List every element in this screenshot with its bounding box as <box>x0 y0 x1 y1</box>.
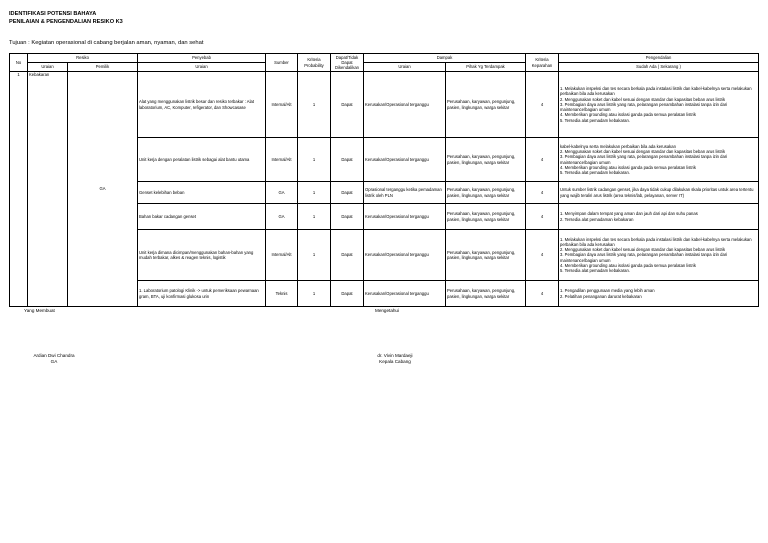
header-kriteria-probability: Kriteria Probability <box>298 54 331 72</box>
cell-dampak: Kerusakan/Operasional terganggu <box>364 281 446 307</box>
header-penyebab: Penyebab <box>138 54 266 63</box>
header-dapat-tidak: Dapat/Tidak Dapat Dikendalikan <box>331 54 364 72</box>
signature-left-name: Ardian Dwi Chandra <box>33 353 75 358</box>
cell-pengendalian: 1. Melakukan inspeksi dan tes secara berkala pada instalasi listrik dan kabel-kabelnya serta melakukan perbaikan bila ada kerusakan 2. Menggunakan soket dan kabel sesuai dengan standar dan kapasitas beban arus listrik 3. Pembagian daya arus listrik yang rata, pelarangan penambahan instalasi tanpa izin dari maintenance/bagian umum 4. Memberikan grounding atau isolasi ganda pada semua peralatan listrik 5. Tersedia alat pemadam kebakaran. <box>559 72 759 138</box>
cell-dampak: Kerusakan/Operasional terganggu <box>364 230 446 281</box>
cell-probability: 1 <box>298 204 331 230</box>
cell-keparahan: 4 <box>526 72 559 138</box>
title-line-1: IDENTIFIKASI POTENSI BAHAYA <box>9 11 97 17</box>
cell-pihak: Perusahaan, karyawan, pengunjung, pasien, lingkungan, warga sekitar <box>446 182 526 204</box>
cell-dampak: Oprasional terganggu ketika pemadaman listrik oleh PLN <box>364 182 446 204</box>
signature-right-name-block <box>365 353 425 365</box>
header-dampak-uraian: Uraian <box>364 63 446 72</box>
cell-dampak: Kerusakan/Operasional terganggu <box>364 204 446 230</box>
signature-left <box>24 308 84 314</box>
cell-pengendalian: 1. Melakukan inspeksi dan tes secara berkala pada instalasi listrik dan kabel-kabelnya serta melakukan perbaikan bila ada kerusakan 2. Menggunakan soket dan kabel sesuai dengan standar dan kapasitas beban arus listrik 3. Pembagian daya arus listrik yang rata, pelarangan penambahan instalasi tanpa izin dari maintenance/bagian umum 4. Memberikan grounding atau isolasi ganda pada semua peralatan listrik 5. Tersedia alat pemadam kebakaran. <box>559 230 759 281</box>
cell-pengendalian: 1. Menyimpan dalam tempat yang aman dan jauh dari api dan suhu panas 2. Tersedia alat pemadaman kebakaran <box>559 204 759 230</box>
signature-left-label: Yang Membuat <box>24 308 55 313</box>
cell-kendali: Dapat <box>331 204 364 230</box>
cell-kendali: Dapat <box>331 138 364 182</box>
cell-penyebab: Genset kelebihan beban <box>138 182 266 204</box>
cell-probability: 1 <box>298 138 331 182</box>
cell-sumber: Internal/Alt <box>266 138 298 182</box>
header-sumber: Sumber <box>266 54 298 72</box>
cell-probability: 1 <box>298 182 331 204</box>
signature-right-name: dr. Vivin Mardaeji <box>377 353 413 358</box>
signature-right-label: Mengetahui <box>375 308 400 313</box>
cell-no: 1 <box>10 72 28 307</box>
cell-pihak: Perusahaan, karyawan, pengunjung, pasien, lingkungan, warga sekitar <box>446 281 526 307</box>
cell-resiko: Kebakaran <box>28 72 68 307</box>
cell-sumber: Internal/Alt <box>266 72 298 138</box>
cell-pihak: Perusahaan, karyawan, pengunjung, pasien, lingkungan, warga sekitar <box>446 230 526 281</box>
cell-keparahan: 4 <box>526 230 559 281</box>
header-kriteria-keparahan: Kriteria Keparahan <box>526 54 559 72</box>
header-resiko: Resiko <box>28 54 138 63</box>
cell-dampak: Kerusakan/Operasional terganggu <box>364 72 446 138</box>
cell-kendali: Dapat <box>331 72 364 138</box>
cell-probability: 1 <box>298 72 331 138</box>
cell-pengendalian: 1. Pengadilan penggunaan media yang lebih aman 2. Pelatihan penanganan darurat kebakaran <box>559 281 759 307</box>
cell-pihak: Perusahaan, karyawan, pengunjung, pasien, lingkungan, warga sekitar <box>446 72 526 138</box>
cell-penyebab: Bahan bakar cadangan genset <box>138 204 266 230</box>
cell-probability: 1 <box>298 281 331 307</box>
header-pengendalian: Pengendalian <box>559 54 759 63</box>
cell-keparahan: 4 <box>526 204 559 230</box>
header-pihak: Pihak Yg Terdampak <box>446 63 526 72</box>
cell-kendali: Dapat <box>331 230 364 281</box>
cell-keparahan: 4 <box>526 281 559 307</box>
cell-kendali: Dapat <box>331 182 364 204</box>
table-row <box>10 72 759 138</box>
signature-right <box>375 308 435 314</box>
purpose-text: Tujuan : Kegiatan operasional di cabang berjalan aman, nyaman, dan sehat <box>9 40 204 46</box>
signature-left-role: GA <box>50 359 58 364</box>
header-sudah-ada: Sudah Ada ( Sekarang ) <box>559 63 759 72</box>
cell-penyebab: 1. Laboratorium patologi Klinik -> untuk pemeriksaan pewarnaan gram, BTA, uji konfirmasi glukosa urin <box>138 281 266 307</box>
cell-penyebab: Alat yang menggunakan listrik besar dan resiko terbakar : Alat laboratorium, AC, Komputer, refigerator, dan Showcasase <box>138 72 266 138</box>
cell-keparahan: 4 <box>526 182 559 204</box>
title-line-2: PENILAIAN & PENGENDALIAN RESIKO K3 <box>9 19 123 25</box>
document-title <box>9 10 123 26</box>
signature-left-name-block <box>24 353 84 365</box>
cell-pihak: Perusahaan, karyawan, pengunjung, pasien, lingkungan, warga sekitar <box>446 138 526 182</box>
cell-penyebab: Unit kerja dengan peralatan listrik sebagai alat bantu utama <box>138 138 266 182</box>
cell-sumber: Internal/Alt <box>266 230 298 281</box>
header-penyebab-uraian: Uraian <box>138 63 266 72</box>
cell-pengendalian: Untuk sumber listrik cadangan genset, jika daya tidak cukup dilakukan skala prioritas untuk area tertentu yang wajib teraliri arus listrik (area teknis/lab, pelayanan, server IT) <box>559 182 759 204</box>
signature-right-role: Kepala Cabang <box>379 359 411 364</box>
cell-pengendalian: kabel-kabelnya serta melakukan perbaikan bila ada kerusakan 2. Menggunakan soket dan kabel sesuai dengan standar dan kapasitas beban arus listrik 3. Pembagian daya arus listrik yang rata, pelarangan penambahan instalasi tanpa izin dari maintenance/bagian umum 4. Memberikan grounding atau isolasi ganda pada semua peralatan listrik 5. Tersedia alat pemadam kebakaran. <box>559 138 759 182</box>
header-dampak: Dampak <box>364 54 526 63</box>
cell-sumber: GA <box>266 204 298 230</box>
cell-pemilik: GA <box>68 72 138 307</box>
cell-pihak: Perusahaan, karyawan, pengunjung, pasien, lingkungan, warga sekitar <box>446 204 526 230</box>
header-resiko-uraian: Uraian <box>28 63 68 72</box>
cell-kendali: Dapat <box>331 281 364 307</box>
risk-table <box>9 53 759 307</box>
cell-probability: 1 <box>298 230 331 281</box>
header-pemilik: Pemilik <box>68 63 138 72</box>
cell-dampak: Kerusakan/Operasional terganggu <box>364 138 446 182</box>
cell-penyebab: Unit kerja dimana dicimpan/menggunakan bahan-bahan yang mudah terbakar, alkes & reagen teknis, logistik <box>138 230 266 281</box>
cell-keparahan: 4 <box>526 138 559 182</box>
cell-sumber: GA <box>266 182 298 204</box>
header-no: No <box>10 54 28 72</box>
cell-sumber: Teknis <box>266 281 298 307</box>
